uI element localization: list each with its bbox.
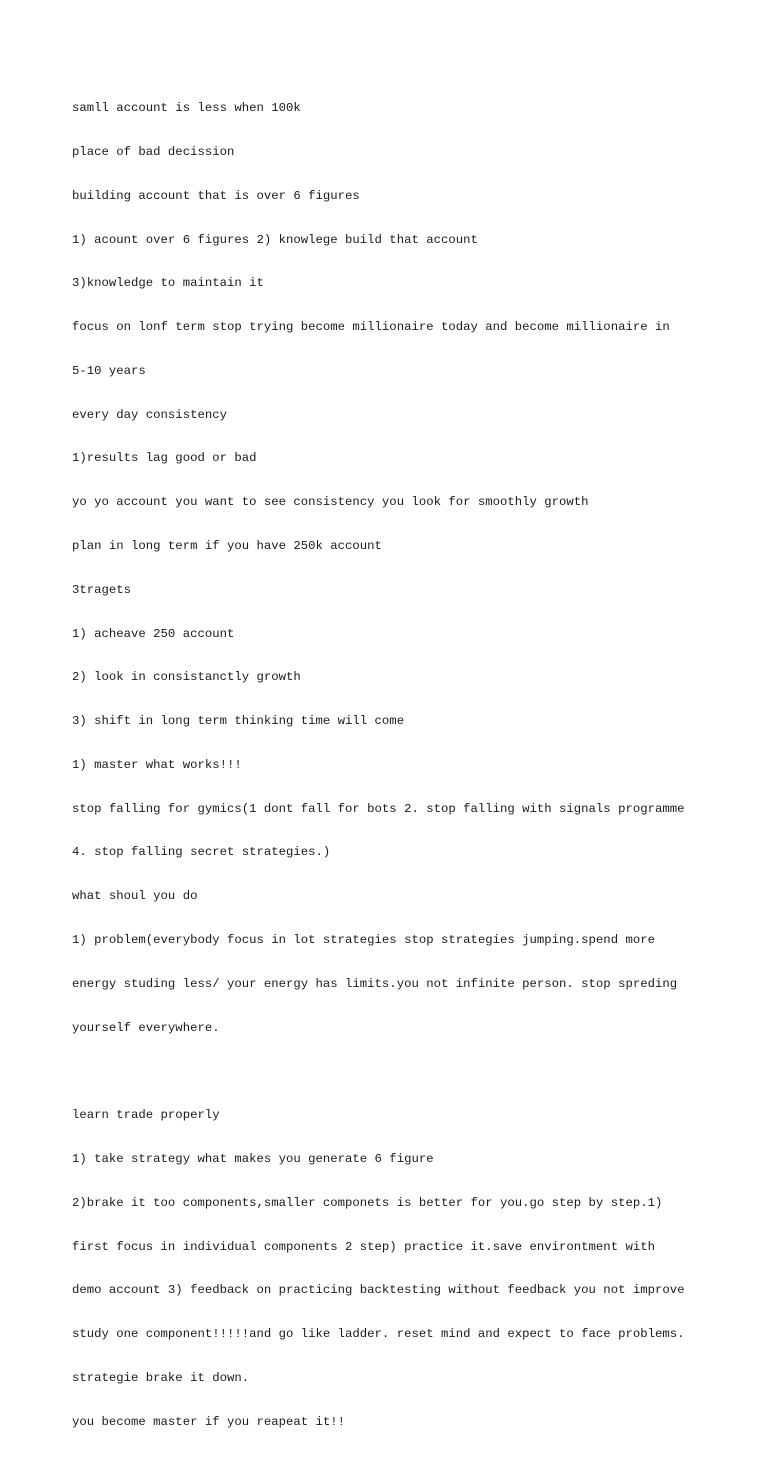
text-line: 1) master what works!!! — [72, 757, 242, 772]
text-line: 1) problem(everybody focus in lot strategies stop strategies jumping.spend more — [72, 933, 655, 948]
text-line: building account that is over 6 figures — [72, 188, 360, 203]
text-line: study one component!!!!!and go like ladder. reset mind and expect to face problems. — [72, 1327, 685, 1342]
text-line: plan in long term if you have 250k account — [72, 539, 382, 553]
text-line: 2)brake it too components,smaller componets is better for you.go step by step.1) — [72, 1195, 663, 1210]
text-line: demo account 3) feedback on practicing backtesting without feedback you not improve — [72, 1283, 685, 1298]
text-line: 5-10 years — [72, 363, 146, 378]
text-line: 1)results lag good or bad — [72, 451, 257, 466]
text-line: 3tragets — [72, 582, 132, 597]
text-line: energy studing less/ your energy has limits.you not infinite person. stop spreding — [72, 976, 678, 991]
text-line: first focus in individual components 2 step) practice it.save environtment with — [72, 1239, 655, 1254]
text-line: samll account is less when 100k — [72, 101, 301, 116]
text-line: every day consistency — [72, 407, 227, 422]
text-line: 3) shift in long term thinking time will come — [72, 714, 405, 729]
text-line: stop falling for gymics(1 dont fall for bots 2. stop falling with signals programme — [72, 801, 685, 816]
text-line: you become master if you reapeat it!! — [72, 1414, 346, 1429]
blank-line — [72, 1064, 712, 1079]
text-line: strategie brake it down. — [72, 1370, 250, 1385]
text-line: place of bad decission — [72, 144, 235, 159]
text-line: 4. stop falling secret strategies.) — [72, 845, 331, 860]
text-line: 2) look in consistanctly growth — [72, 670, 301, 685]
text-line: learn trade properly — [72, 1108, 220, 1123]
text-line: yo yo account you want to see consistency you look for smoothly growth — [72, 495, 589, 510]
text-line: 1) acheave 250 account — [72, 626, 235, 641]
text-line: 1) acount over 6 figures 2) knowlege build that account — [72, 232, 478, 247]
document-text — [72, 72, 712, 1458]
text-line: 1) take strategy what makes you generate 6 figure — [72, 1151, 434, 1166]
text-line: focus on lonf term stop trying become millionaire today and become millionaire in — [72, 320, 670, 335]
text-line: what shoul you do — [72, 889, 198, 904]
text-line: yourself everywhere. — [72, 1020, 220, 1035]
text-line: 3)knowledge to maintain it — [72, 276, 264, 291]
